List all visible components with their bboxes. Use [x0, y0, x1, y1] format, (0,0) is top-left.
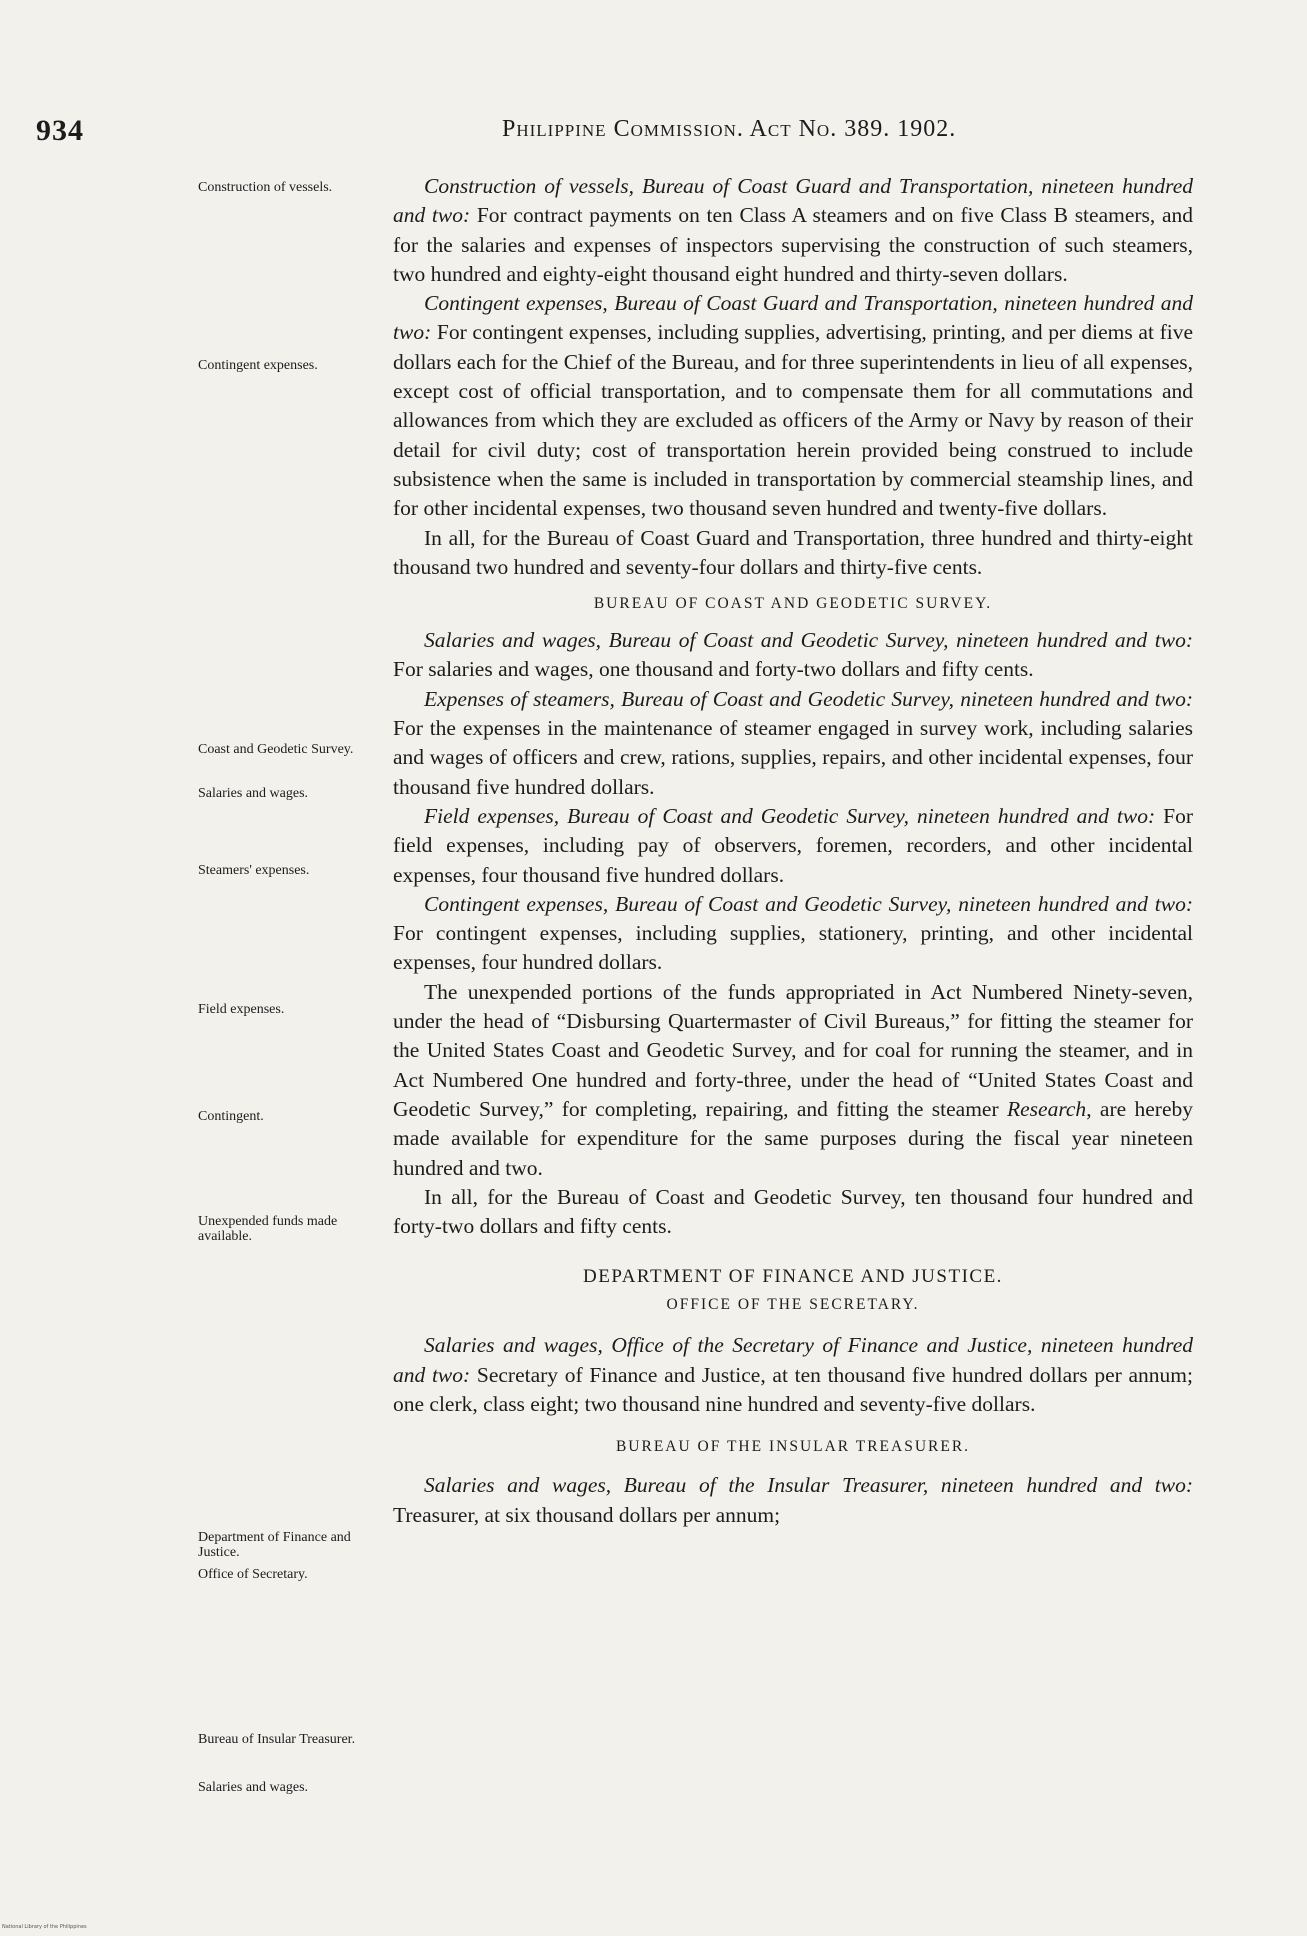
paragraph-steamers-expenses	[393, 685, 1193, 802]
paragraph-text: For salaries and wages, one thousand and forty-two dollars and fifty cents.	[393, 657, 1034, 682]
paragraph-total-coast-geodetic: In all, for the Bureau of Coast and Geodetic Survey, ten thousand four hundred and forty-two dollars and fifty cents.	[393, 1184, 1193, 1239]
paragraph-heading: Expenses of steamers, Bureau of Coast and Geodetic Survey, nineteen hundred and two:	[424, 686, 1193, 711]
paragraph-contingent-expenses	[393, 289, 1193, 523]
margin-note: Contingent expenses.	[198, 358, 318, 373]
paragraph-contingent	[393, 890, 1193, 978]
section-heading-finance-justice: DEPARTMENT OF FINANCE AND JUSTICE.	[583, 1266, 1003, 1288]
paragraph-heading: Salaries and wages, Bureau of the Insular Treasurer, nineteen hundred and two:	[424, 1473, 1193, 1498]
paragraph-secretary-salaries	[393, 1331, 1193, 1419]
margin-note: Salaries and wages.	[198, 1780, 309, 1795]
paragraph-unexpended-funds	[393, 978, 1193, 1183]
margin-note: Salaries and wages.	[198, 786, 309, 801]
paragraph-salaries-wages	[393, 626, 1193, 685]
margin-note: Contingent.	[198, 1109, 264, 1124]
paragraph-text: For the expenses in the maintenance of steamer engaged in survey work, including salaries and wages of officers and crew, rations, supplies, repairs, and other incidental expenses, four thousand five hundred dollars.	[393, 716, 1193, 799]
margin-note: Field expenses.	[198, 1002, 285, 1017]
margin-note: Coast and Geodetic Survey.	[198, 742, 354, 757]
margin-note: Office of Secretary.	[198, 1567, 308, 1582]
margin-note: Bureau of Insular Treasurer.	[198, 1732, 356, 1747]
paragraph-heading: Field expenses, Bureau of Coast and Geodetic Survey, nineteen hundred and two:	[424, 803, 1156, 828]
page-header	[0, 114, 1307, 154]
paragraph-text: For contingent expenses, including supplies, stationery, printing, and other incidental expenses, four hundred dollars.	[393, 921, 1193, 975]
running-head: Philippine Commission. Act No. 389. 1902.	[502, 116, 957, 142]
margin-note: Steamers' expenses.	[198, 863, 310, 878]
page-number: 934	[36, 114, 84, 147]
section-heading-coast-geodetic: BUREAU OF COAST AND GEODETIC SURVEY.	[593, 595, 993, 613]
paragraph-text: The unexpended portions of the funds appropriated in Act Numbered Ninety-seven, under the head of “Disbursing Quartermaster of Civil Bureaus,” for fitting the steamer for the United States Coast and Geodetic Survey, and for coal for running the steamer, and in Act Numbered One hundred and forty-three, under the head of “United States Coast and Geodetic Survey,” for completing, repairing, and fitting the steamer	[393, 979, 1193, 1121]
section-heading-insular-treasurer: BUREAU OF THE INSULAR TREASURER.	[615, 1438, 971, 1456]
paragraph-total-coast-guard: In all, for the Bureau of Coast Guard and Transportation, three hundred and thirty-eight thousand two hundred and seventy-four dollars and thirty-five cents.	[393, 525, 1193, 579]
section-heading-office-secretary: OFFICE OF THE SECRETARY.	[666, 1296, 920, 1314]
margin-note: Unexpended funds made available.	[198, 1214, 338, 1244]
paragraph-heading: Salaries and wages, Office of the Secretary of Finance and Justice, nineteen hundred and two:	[393, 1333, 1193, 1387]
steamer-name: Research	[1006, 1096, 1087, 1121]
paragraph-heading: Construction of vessels, Bureau of Coast Guard and Transportation, nineteen hundred and two:	[393, 174, 1193, 228]
paragraph-heading: Contingent expenses, Bureau of Coast and Geodetic Survey, nineteen hundred and two:	[424, 891, 1193, 916]
paragraph-text: , are hereby made available for expenditure for the same purposes during the fiscal year nineteen hundred and two.	[393, 1096, 1193, 1180]
paragraph-text: For contingent expenses, including supplies, advertising, printing, and per diems at five dollars each for the Chief of the Bureau, and for three superintendents in lieu of all expenses, except cost of official transportation, and to compensate them for all commutations and allowances from which they are excluded as officers of the Army or Navy by reason of their detail for civil duty; cost of transportation herein provided being construed to include subsistence when the same is included in transportation by commercial steamship lines, and for other incidental expenses, two thousand seven hundred and twenty-five dollars.	[393, 320, 1194, 521]
scan-credit: National Library of the Philippines	[2, 1924, 87, 1930]
paragraph-heading: Salaries and wages, Bureau of Coast and Geodetic Survey, nineteen hundred and two:	[424, 628, 1193, 653]
paragraph-construction-of-vessels	[393, 172, 1193, 289]
paragraph-text: For contract payments on ten Class A steamers and on five Class B steamers, and for the salaries and expenses of inspectors supervising the construction of such steamers, two hundred and eighty-eight thousand eight hundred and thirty-seven dollars.	[393, 203, 1193, 286]
paragraph-field-expenses	[393, 802, 1193, 890]
margin-note: Department of Finance and Justice.	[198, 1530, 351, 1560]
paragraph-text: Treasurer, at six thousand dollars per annum;	[393, 1502, 781, 1527]
paragraph-treasurer-salaries	[393, 1471, 1193, 1530]
paragraph-text: For field expenses, including pay of observers, foremen, recorders, and other incidental expenses, four thousand five hundred dollars.	[393, 803, 1193, 887]
body-text	[393, 172, 1193, 1530]
paragraph-text: Secretary of Finance and Justice, at ten thousand five hundred dollars per annum; one clerk, class eight; two thousand nine hundred and seventy-five dollars.	[393, 1362, 1193, 1416]
margin-note: Construction of vessels.	[198, 180, 333, 195]
paragraph-heading: Contingent expenses, Bureau of Coast Guard and Transportation, nineteen hundred and two:	[393, 291, 1193, 345]
